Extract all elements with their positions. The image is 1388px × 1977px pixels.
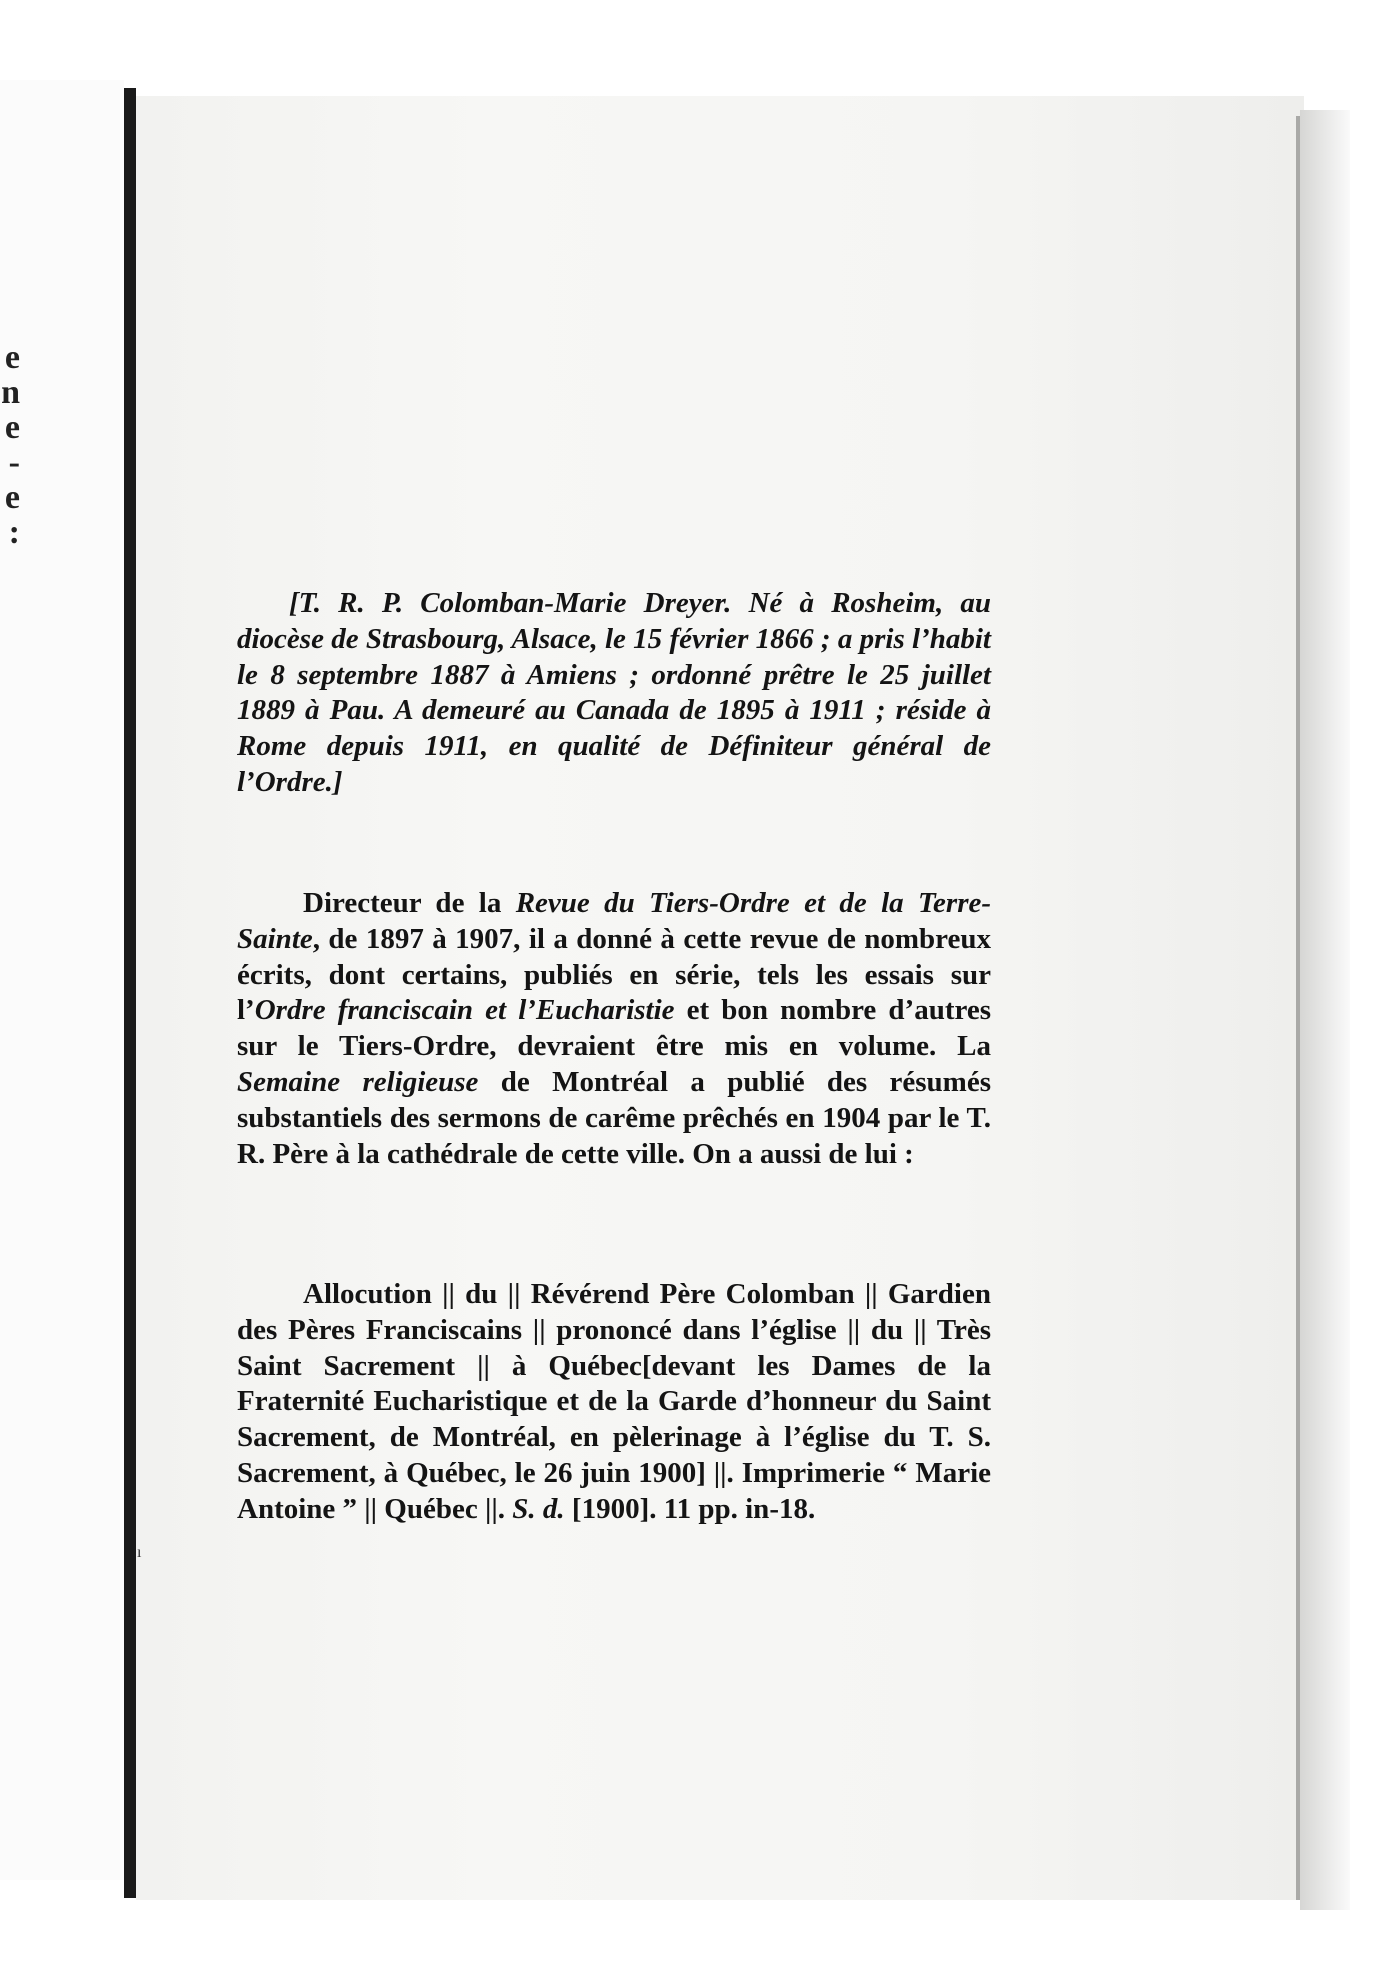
edge-letter: : [8,515,20,550]
semaine-title: Semaine religieuse [237,1065,479,1098]
biographical-note: [T. R. P. Colomban-Marie Dreyer. Né à Rosheim, au diocèse de Strasbourg, Alsace, le 15 février 1866 ; a pris l’habit le 8 septembre 1887 à Amiens ; ordonné prêtre le 25 juillet 1889 à Pau. A demeuré au Canada de 1895 à 1911 ; réside à Rome depuis 1911, en qualité de Définiteur général de l’Ordre.] [237,587,991,798]
edge-letter: e [4,410,20,445]
sans-date-abbrev: S. d. [512,1492,565,1525]
text-run: Allocution || du || Révérend Père Colomban || Gardien des Pères Franciscains || prononcé dans l’église || du || Très Saint Sacrement || à Québec[devant les Dames de la Fraternité Eucharistique et de la Garde d’honneur du Saint Sacrement, de Montréal, en pèlerinage à l’église du T. S. Sacrement, à Québec, le 26 juin 1900] ||. Imprimerie “ Marie Antoine ” || Québec ||. [237,1278,991,1525]
edge-letter: n [1,375,20,410]
page-edge-shadow [1300,110,1350,1910]
revue-title: Revue du Tiers-Ordre et de la Terre-Sainte [237,887,992,955]
text-run: [1900]. 11 pp. in-18. [564,1492,816,1525]
edge-letter: e [4,480,20,515]
book-gutter-shadow [124,88,136,1898]
bibliography-entry [237,1277,991,1528]
text-run: Directeur de la [303,887,516,919]
edge-letter: - [8,445,20,480]
essais-title: Ordre franciscain et l’Eucharistie [254,994,675,1027]
text-run: de Montréal a publié des résumés substantiels des sermons de carême prêchés en 1904 par le T. R. Père à la cathédrale de cette ville. On a aussi de lui : [237,1065,991,1170]
edge-letter: e [4,340,20,375]
page-edge-line [1296,116,1300,1900]
margin-mark: ı [137,1544,142,1561]
body-paragraph-directeur [237,886,991,1172]
facing-page-text-fragments [0,340,20,550]
text-run: , de 1897 à 1907, il a donné à cette revue de nombreux écrits, dont certains, publiés en série, tels les essais sur l’ [237,922,991,1027]
text-run: et bon nombre d’autres sur le Tiers-Ordre, devraient être mis en volume. La [237,994,991,1063]
